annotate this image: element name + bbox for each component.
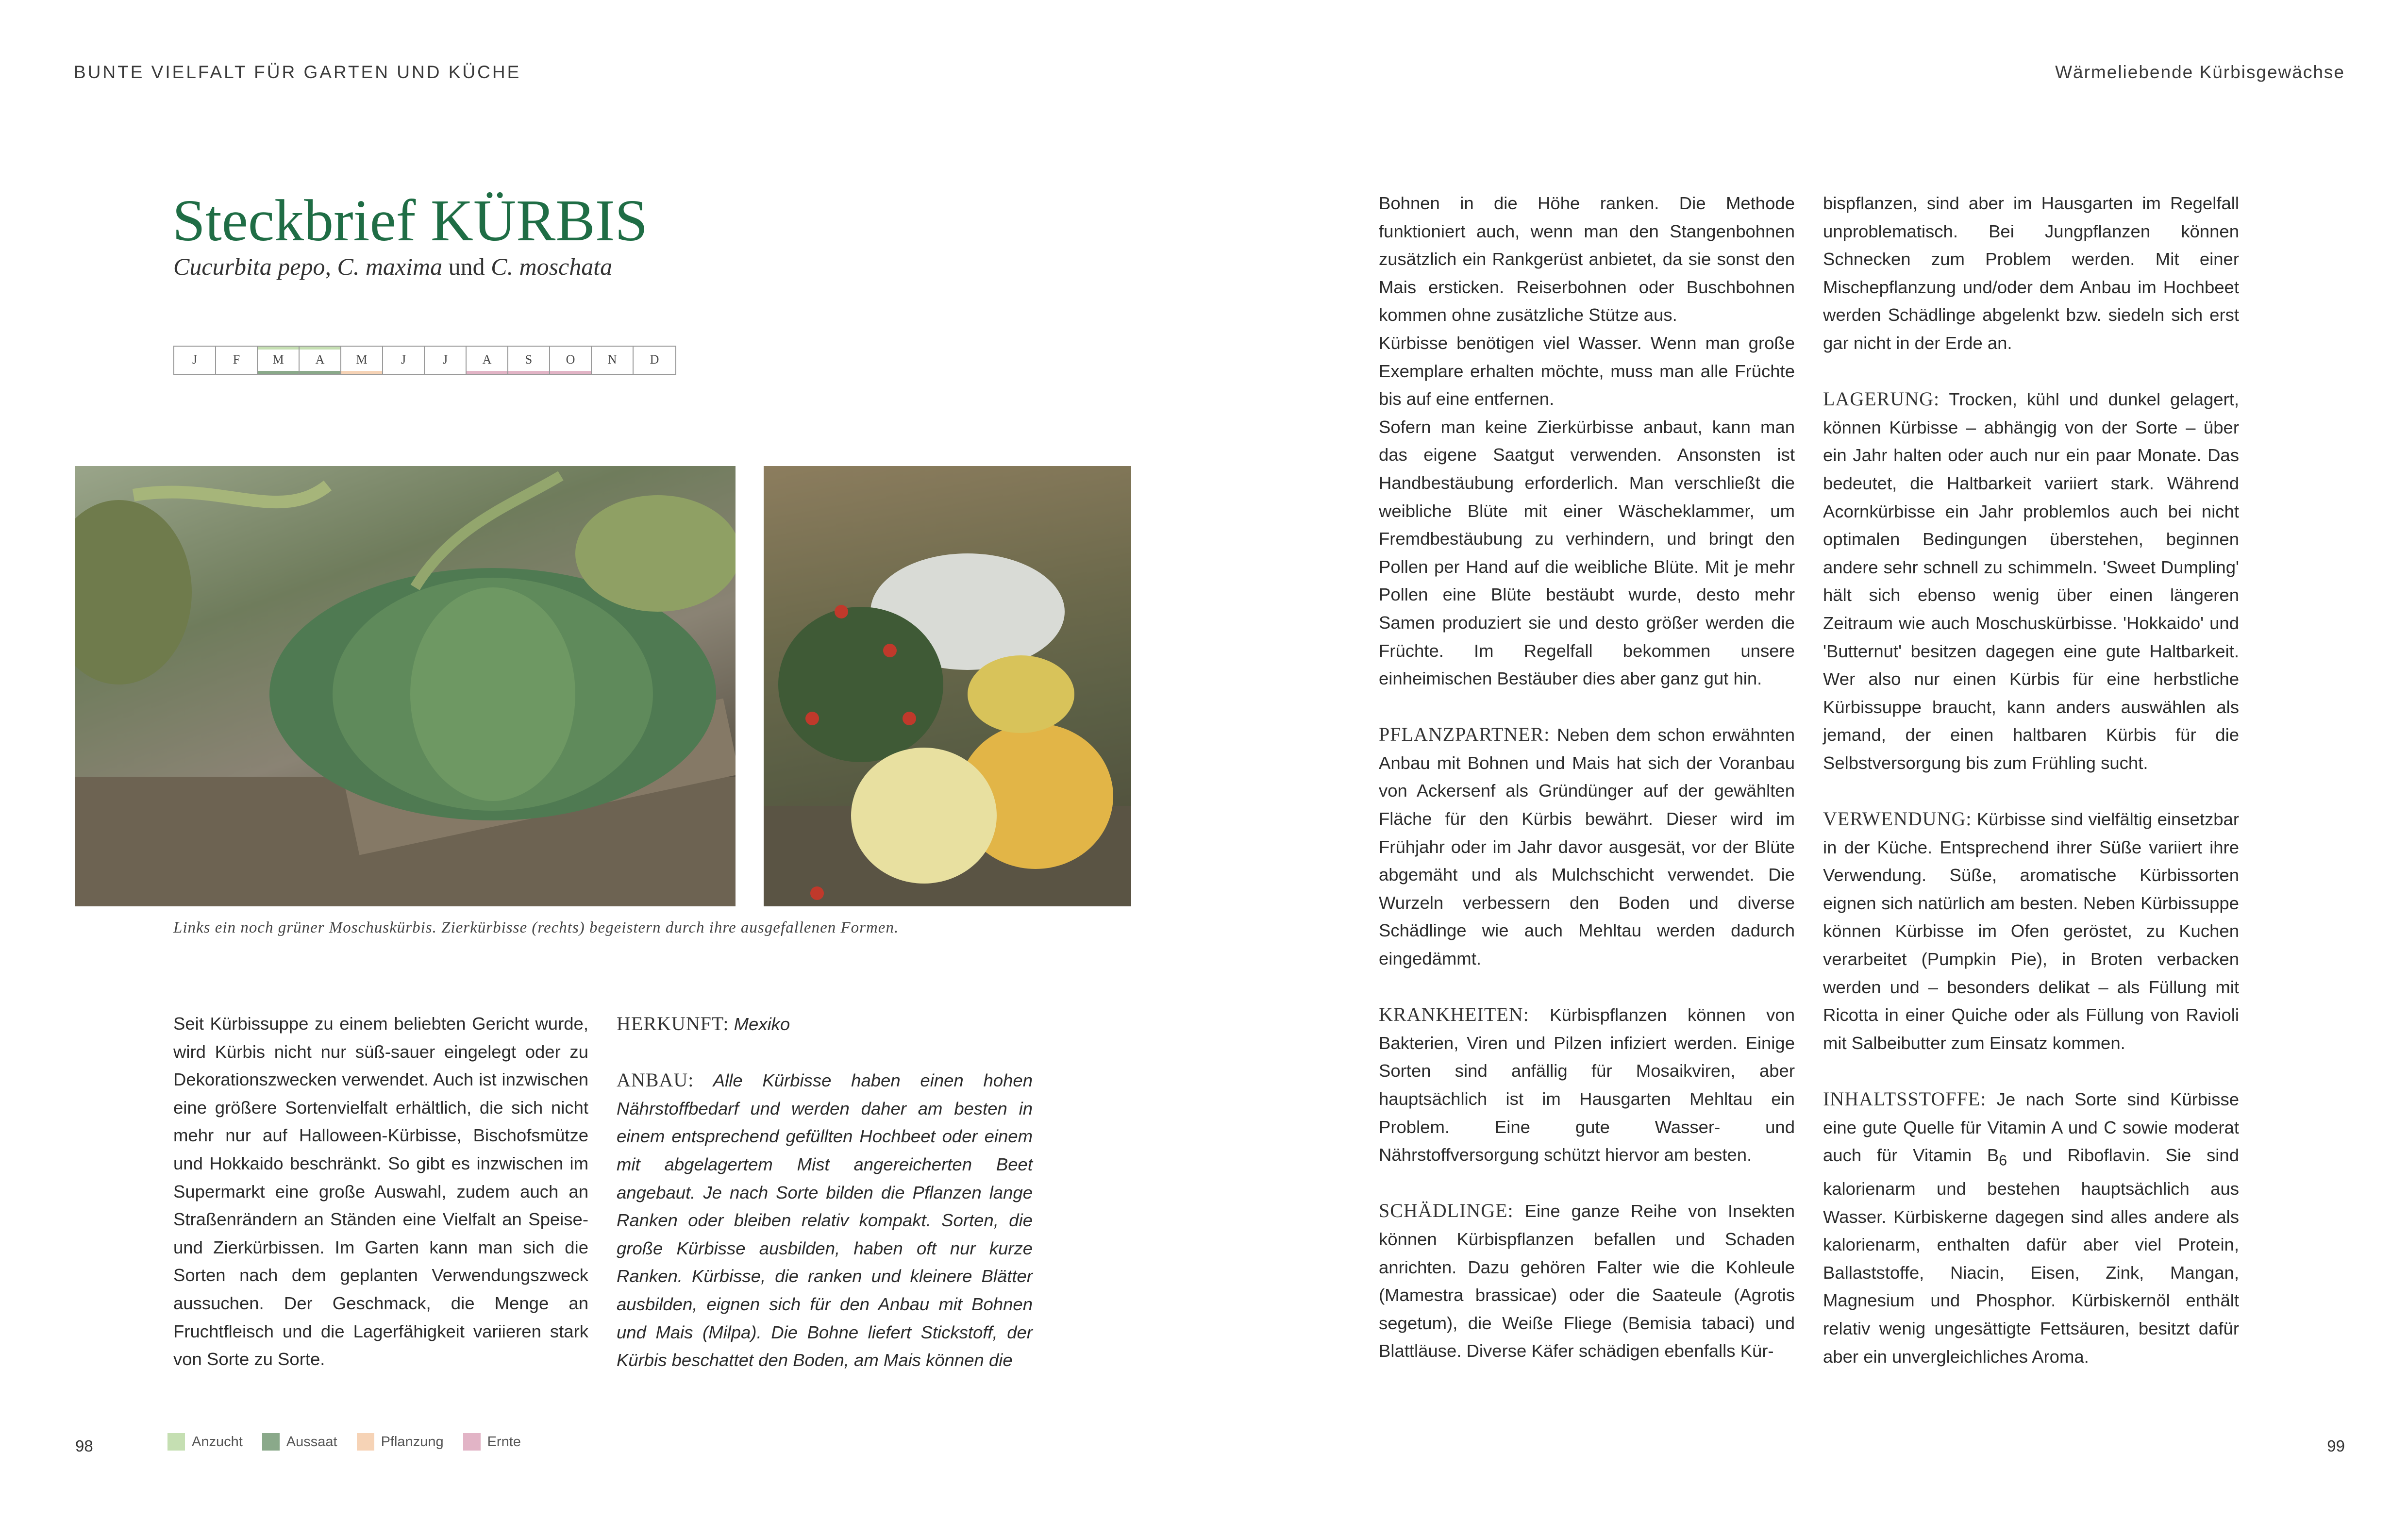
schaedlinge-label: SCHÄDLINGE: xyxy=(1379,1200,1514,1222)
month-bar-top xyxy=(300,347,340,350)
month-cell xyxy=(300,347,341,374)
page-number-left: 98 xyxy=(75,1437,93,1455)
pflanzpartner-paragraph xyxy=(1379,720,1795,972)
month-cell xyxy=(592,347,634,374)
month-cell xyxy=(425,347,467,374)
legend-label: Anzucht xyxy=(192,1434,243,1450)
legend-swatch xyxy=(463,1433,481,1451)
month-letter: S xyxy=(525,352,533,367)
column-1 xyxy=(173,1010,588,1373)
month-cell xyxy=(634,347,675,374)
legend-item xyxy=(167,1433,243,1451)
running-header-right: Wärmeliebende Kürbisgewächse xyxy=(2055,62,2345,82)
subtitle-species-1: Cucurbita pepo, C. maxima xyxy=(173,253,443,280)
col3-paragraph-1: Bohnen in die Höhe ranken. Die Methode funktioniert auch, wenn man den Stangenbohnen zusätzlich ein Rankgerüst anbietet, da sie sonst den Mais ersticken. Reiserbohnen oder Buschbohnen kommen ohne zusätzliche Stütze aus. xyxy=(1379,193,1795,325)
month-cell xyxy=(467,347,508,374)
month-cell xyxy=(550,347,592,374)
anbau-text: Alle Kürbisse haben einen hohen Nährstoffbedarf und werden daher am besten in einem entsprechend gefüllten Hochbeet oder einem mit abgelagertem Mist angereicherten Beet angebaut. Je nach Sorte bilden die Pflanzen lange Ranken oder bleiben relativ kompakt. Sorten, die große Kürbisse ausbilden, haben oft nur kurze Ranken. Kürbisse, die ranken und kleinere Blätter ausbilden, eignen sich für den Anbau mit Bohnen und Mais (Milpa). Die Bohne liefert Stickstoff, der Kürbis beschattet den Boden, am Mais können die xyxy=(617,1070,1033,1370)
subtitle-and: und xyxy=(442,253,491,280)
legend-label: Ernte xyxy=(487,1434,521,1450)
legend-swatch xyxy=(167,1433,185,1451)
month-bar-bottom xyxy=(300,371,340,374)
ornamental-gourds-photo-right xyxy=(764,466,1131,906)
month-bar-bottom xyxy=(467,371,507,374)
schaedlinge-text: Eine ganze Reihe von Insekten können Kürbispflanzen befallen und Schaden anrichten. Dazu gehören Falter wie die Kohleule (Mamestra brassicae) oder die Saateule (Agrotis segetum), die Weiße Fliege (Bemisia tabaci) und Blattläuse. Diverse Käfer schädigen ebenfalls Kür- xyxy=(1379,1201,1795,1361)
month-cell xyxy=(341,347,383,374)
verwendung-text: Kürbisse sind vielfältig einsetzbar in der Küche. Entsprechend ihrer Süße variiert ihre Verwendung. Süße, aromatische Kürbissorten eignen sich natürlich am besten. Neben Kürbissuppe können Kürbisse im Ofen geröstet, zu Kuchen verarbeitet (Pumpkin Pie), in Broten verbacken werden und – besonders delikat – als Füllung mit Ricotta in einer Quiche oder als Füllung von Ravioli mit Salbeibutter zum Einsatz kommen. xyxy=(1823,809,2239,1053)
month-cell xyxy=(508,347,550,374)
subtitle-species-2: C. moschata xyxy=(491,253,613,280)
schaedlinge-paragraph xyxy=(1379,1197,1795,1365)
legend-item xyxy=(262,1433,337,1451)
pumpkin-photo-left-illustration xyxy=(75,466,736,906)
legend-item xyxy=(357,1433,444,1451)
krankheiten-label: KRANKHEITEN: xyxy=(1379,1003,1529,1026)
pflanzpartner-text: Neben dem schon erwähnten Anbau mit Bohnen und Mais hat sich der Voranbau von Ackersenf als Gründünger auf der gewählten Fläche für den Kürbis bewährt. Dieser wird im Frühjahr oder im Jahr davor ausgesät, vor der Blüte abgemäht und als Mulchschicht verwendet. Die Wurzeln verbessern den Boden und diverse Schädlinge wie auch Mehltau werden dadurch eingedämmt. xyxy=(1379,725,1795,969)
page-title: Steckbrief KÜRBIS xyxy=(172,188,648,253)
running-header-left: BUNTE VIELFALT FÜR GARTEN UND KÜCHE xyxy=(74,62,521,82)
month-bar-bottom xyxy=(550,371,591,374)
legend-swatch xyxy=(357,1433,374,1451)
inhaltsstoffe-label: INHALTSSTOFFE: xyxy=(1823,1088,1987,1110)
calendar-legend xyxy=(167,1433,521,1451)
month-bar-bottom xyxy=(508,371,549,374)
month-letter: O xyxy=(566,352,575,367)
inhaltsstoffe-text-2: und Riboflavin. Sie sind kalorienarm und bestehen hauptsächlich aus Wasser. Kürbiskerne dagegen sind alles andere als kalorienarm, enthalten dafür aber viel Protein, Ballaststoffe, Niacin, Eisen, Zink, Mangan, Magnesium und Phosphor. Kürbiskernöl enthält relativ wenig ungesättigte Fettsäuren, besitzt dafür aber ein unvergleichliches Aroma. xyxy=(1823,1145,2240,1367)
inhaltsstoffe-paragraph xyxy=(1823,1085,2239,1370)
month-letter: A xyxy=(315,352,325,367)
legend-label: Aussaat xyxy=(286,1434,337,1450)
botanical-subtitle xyxy=(173,252,612,281)
month-bar-bottom xyxy=(341,371,382,374)
column-3 xyxy=(1379,189,1795,1365)
month-bar-bottom xyxy=(258,371,299,374)
month-letter: M xyxy=(272,352,284,367)
legend-label: Pflanzung xyxy=(381,1434,444,1450)
pflanzpartner-label: PFLANZPARTNER: xyxy=(1379,723,1550,746)
col3-paragraph-3: Sofern man keine Zierkürbisse anbaut, kann man das eigene Saatgut verwenden. Ansonsten ist Handbestäubung erforderlich. Man verschließt die weibliche Blüte mit einer Wäscheklammer, um Fremdbestäubung zu verhindern, und bringt den Pollen per Hand auf die weibliche Blüte. Mit je mehr Pollen eine Blüte bestäubt wurde, desto mehr Samen produziert sie und desto größer werden die Früchte. Im Regelfall bekommen unsere einheimischen Bestäuber dies aber ganz gut hin. xyxy=(1379,417,1795,689)
lagerung-paragraph xyxy=(1823,385,2239,777)
anbau-label: ANBAU: xyxy=(617,1069,694,1091)
krankheiten-text: Kürbispflanzen können von Bakterien, Viren und Pilzen infiziert werden. Einige Sorten sind anfällig für Mosaikviren, aber hauptsächlich ist im Hausgarten Mehltau ein Problem. Eine gute Wasser- und Nährstoffversorgung schützt hiervor am besten. xyxy=(1379,1005,1795,1165)
photo-caption: Links ein noch grüner Moschuskürbis. Zierkürbisse (rechts) begeistern durch ihre ausgefallenen Formen. xyxy=(173,919,899,936)
pumpkin-photo-left xyxy=(75,466,736,906)
month-cell xyxy=(383,347,425,374)
lagerung-label: LAGERUNG: xyxy=(1823,388,1940,410)
gourds-photo-illustration xyxy=(764,466,1131,906)
month-cell xyxy=(258,347,300,374)
herkunft-paragraph xyxy=(617,1010,1033,1038)
verwendung-label: VERWENDUNG: xyxy=(1823,808,1972,830)
month-calendar xyxy=(173,346,676,375)
month-letter: D xyxy=(650,352,659,367)
month-cell xyxy=(216,347,258,374)
month-letter: F xyxy=(233,352,240,367)
lagerung-text: Trocken, kühl und dunkel gelagert, können Kürbisse – abhängig von der Sorte – über ein Jahr halten oder auch nur ein paar Monate. Das bedeutet, die Haltbarkeit variiert stark. Während Acornkürbisse ein Jahr problemlos auch bei nicht optimalen Bedingungen überstehen, beginnen andere sehr schnell zu schimmeln. 'Sweet Dumpling' hält sich ebenso wenig über einen längeren Zeitraum wie auch Moschuskürbisse. 'Hokkaido' und 'Butternut' besitzen dagegen eine gute Haltbarkeit. Wer also nur einen Kürbis für eine herbstliche Kürbissuppe braucht, kann anders auswählen als jemand, der einen haltbaren Kürbis für die Selbstversorgung bis zum Frühling sucht. xyxy=(1823,389,2239,773)
month-letter: N xyxy=(607,352,617,367)
verwendung-paragraph xyxy=(1823,805,2239,1057)
anbau-paragraph xyxy=(617,1066,1033,1374)
month-letter: J xyxy=(401,352,406,367)
vitamin-b-subscript: 6 xyxy=(1999,1152,2007,1169)
month-letter: J xyxy=(442,352,448,367)
intro-paragraph: Seit Kürbissuppe zu einem beliebten Gericht wurde, wird Kürbis nicht nur süß-sauer eingelegt oder zu Dekorationszwecken verwendet. Auch ist inzwischen eine größere Sortenvielfalt erhältlich, die sich nicht mehr nur auf Halloween-Kürbisse, Bischofsmütze und Hokkaido beschränkt. So gibt es inzwischen im Supermarkt eine große Auswahl, zudem auch an Straßenrändern an Ständen eine Vielfalt an Speise- und Zierkürbissen. Im Garten kann man sich die Sorten nach dem geplanten Verwendungszweck aussuchen. Der Geschmack, die Menge an Fruchtfleisch und die Lagerfähigkeit variieren stark von Sorte zu Sorte. xyxy=(173,1014,588,1369)
herkunft-label: HERKUNFT: xyxy=(617,1013,729,1035)
legend-item xyxy=(463,1433,521,1451)
month-letter: A xyxy=(482,352,492,367)
page-number-right: 99 xyxy=(2327,1437,2345,1455)
month-letter: M xyxy=(356,352,368,367)
inhaltsstoffe-text-1: Je nach Sorte sind Kürbisse eine gute Quelle für Vitamin A und C sowie moderat auch für Vitamin B xyxy=(1823,1089,2239,1166)
col4-paragraph-1: bispflanzen, sind aber im Hausgarten im Regelfall unproblematisch. Bei Jungpflanzen können Schnecken zum Problem werden. Mit einer Mischepflanzung und/oder dem Anbau im Hochbeet werden Schädlinge abgelenkt bzw. siedeln sich erst gar nicht in der Erde an. xyxy=(1823,193,2239,353)
legend-swatch xyxy=(262,1433,280,1451)
column-4 xyxy=(1823,189,2239,1370)
column-2 xyxy=(617,1010,1033,1374)
col3-paragraph-2: Kürbisse benötigen viel Wasser. Wenn man große Exemplare erhalten möchte, muss man alle Früchte bis auf eine entfernen. xyxy=(1379,333,1795,409)
month-bar-top xyxy=(258,347,299,350)
month-letter: J xyxy=(192,352,198,367)
month-cell xyxy=(174,347,216,374)
krankheiten-paragraph xyxy=(1379,1001,1795,1169)
herkunft-text: Mexiko xyxy=(729,1014,790,1034)
